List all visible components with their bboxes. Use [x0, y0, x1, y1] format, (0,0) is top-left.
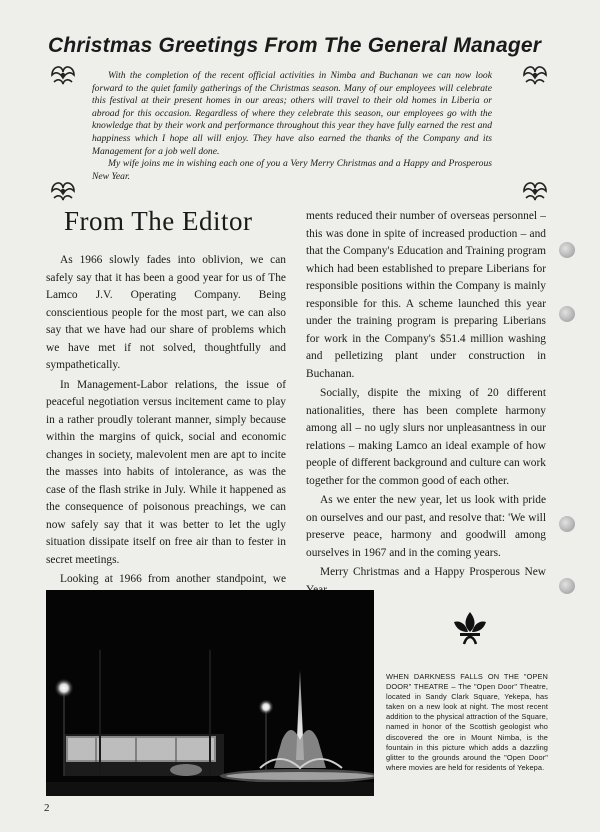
editorial-title: From The Editor	[64, 206, 253, 236]
editorial-paragraph: Merry Christmas and a Happy Prosperous New	[320, 566, 546, 578]
editorial-right-column	[306, 208, 546, 601]
binder-hole	[559, 516, 575, 532]
binder-hole	[559, 578, 575, 594]
greeting-message	[92, 70, 492, 183]
editorial-paragraph: In Management-Labor relations, the issue of peaceful negotiation versus incitement came to play in a rather proudly tolerant manner, simply because within the margins of quick, social and economic changes in society, malevolent men are apt to incite the masses into habits of intolerance, as was the case of the flash strike in July. While it happened as the consequence of poisonous preachings, we can now safely say that it was better to let the ugly situation dissipate itself on free air than to fester in secret meetings.	[46, 378, 286, 566]
holly-ornament-icon	[48, 60, 78, 90]
binder-hole	[559, 306, 575, 322]
night-fountain-photo	[46, 590, 374, 796]
page-title: Christmas Greetings From The General Manager	[48, 34, 542, 57]
editorial-paragraph-continued: ments reduced their number of overseas personnel – this was done in spite of increased production – and that the Company's Education and Training program which had been established to prepare Liberians for responsible positions within the Company is mainly responsible for this. A scheme launched this year under the training program is preparing Liberians for work in the Company's $51.4 million washing and pelletizing plant under construction in Buchanan.	[306, 210, 546, 380]
editorial-paragraph: As we enter the new year, let us look with pride on ourselves and our past, and resolve that: 'We will preserve peace, harmony and goodwill among ourselves in 1967 and in the coming years.	[306, 494, 546, 559]
editorial-paragraph: Looking at 1966 from another standpoint, we	[60, 573, 286, 585]
binder-hole	[559, 242, 575, 258]
holly-ornament-icon	[48, 176, 78, 206]
holly-ornament-icon	[520, 60, 550, 90]
editorial-paragraph: As 1966 slowly fades into oblivion, we can safely say that it has been a good year for us of The Lamco J.V. Operating Company. Being conscientious people for the most part, we can also say that we have had our share of problems which we have met if not solved, thoughtfully and sympathetically.	[46, 254, 286, 371]
greeting-paragraph: With the completion of the recent official activities in Nimba and Buchanan we can now look forward to the quiet family gatherings of the Christmas season. Many of our employees will celebrate this festival at their present homes in our areas; others will travel to their old homes in Liberia or abroad for this occasion. Regardless of where they celebrate this season, our employees go with the knowledge that by their work and performance throughout this year they have fully earned the rest and happiness which I hope all will enjoy. They have also earned the thanks of the Company and its Management for a job well done.	[92, 70, 492, 157]
holly-ornament-icon	[520, 176, 550, 206]
page-number: 2	[44, 802, 50, 814]
editorial-left-column	[46, 252, 286, 626]
photo-caption: WHEN DARKNESS FALLS ON THE "OPEN DOOR" THEATRE – The "Open Door" Theatre, located in Sandy Clark Square, Yekepa, has taken on a new look at night. The most recent addition to the physical attraction of the Square, named in honor of the Scottish geologist who discovered the ore in Mount Nimba, is the fountain in this picture which adds a dazzling glitter to the grounds around the "Open Door" where movies are held for residents of Yekepa.	[386, 672, 548, 772]
editorial-paragraph: Socially, dispite the mixing of 20 different nationalities, there has been complete harmony among all – no ugly slurs nor unpleasantness in our relations – making Lamco an ideal example of how people of different background and culture can work together for the common good of each other.	[306, 387, 546, 487]
greeting-paragraph: My wife joins me in wishing each one of you a Very Merry Christmas and a Happy and Prosperous New Year.	[92, 158, 492, 182]
fleur-ornament-icon	[450, 608, 490, 648]
